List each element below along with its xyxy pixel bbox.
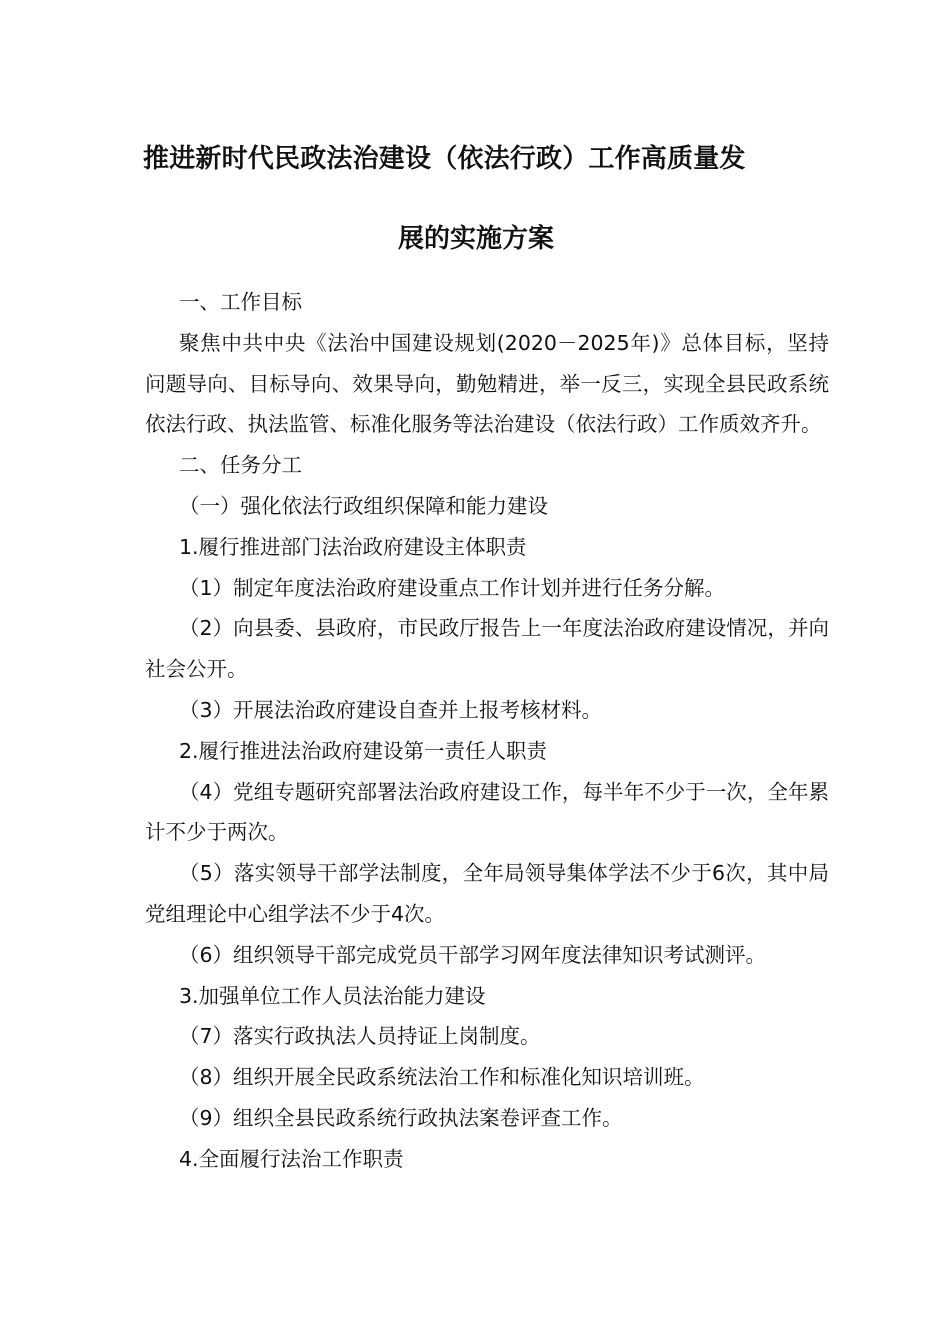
task-item-2: （2）向县委、县政府，市民政厅报告上一年度法治政府建设情况，并向社会公开。 (145, 616, 829, 682)
document-body (145, 282, 829, 1180)
item-heading-2: 2.履行推进法治政府建设第一责任人职责 (179, 738, 548, 763)
item-heading-4: 4.全面履行法治工作职责 (179, 1146, 404, 1171)
task-item-7: （7）落实行政执法人员持证上岗制度。 (179, 1024, 541, 1049)
goals-paragraph: 聚焦中共中央《法治中国建设规划(2020－2025年)》总体目标，坚持问题导向、目标导向、效果导向，勤勉精进，举一反三，实现全县民政系统依法行政、执法监管、标准化服务等法治建设（依法行政）工作质效齐升。 (145, 330, 829, 437)
task-item-5: （5）落实领导干部学法制度，全年局领导集体学法不少于6次，其中局党组理论中心组学法不少于4次。 (145, 861, 829, 926)
task-item-4: （4）党组专题研究部署法治政府建设工作，每半年不少于一次，全年累计不少于两次。 (145, 779, 829, 845)
item-heading-3: 3.加强单位工作人员法治能力建设 (179, 983, 486, 1008)
task-item-6: （6）组织领导干部完成党员干部学习网年度法律知识考试测评。 (179, 942, 767, 967)
task-item-3: （3）开展法治政府建设自查并上报考核材料。 (179, 697, 603, 722)
section-heading-goals: 一、工作目标 (179, 290, 302, 314)
subsection-heading-1: （一）强化依法行政组织保障和能力建设 (179, 493, 548, 518)
task-item-8: （8）组织开展全民政系统法治工作和标准化知识培训班。 (179, 1065, 705, 1090)
document-title-line-2: 展的实施方案 (397, 224, 554, 254)
section-heading-tasks: 二、任务分工 (179, 453, 302, 478)
task-item-9: （9）组织全县民政系统行政执法案卷评查工作。 (179, 1105, 623, 1130)
task-item-1: （1）制定年度法治政府建设重点工作计划并进行任务分解。 (179, 575, 726, 600)
item-heading-1: 1.履行推进部门法治政府建设主体职责 (179, 534, 527, 559)
document-title-line-1: 推进新时代民政法治建设（依法行政）工作高质量发 (143, 144, 746, 174)
